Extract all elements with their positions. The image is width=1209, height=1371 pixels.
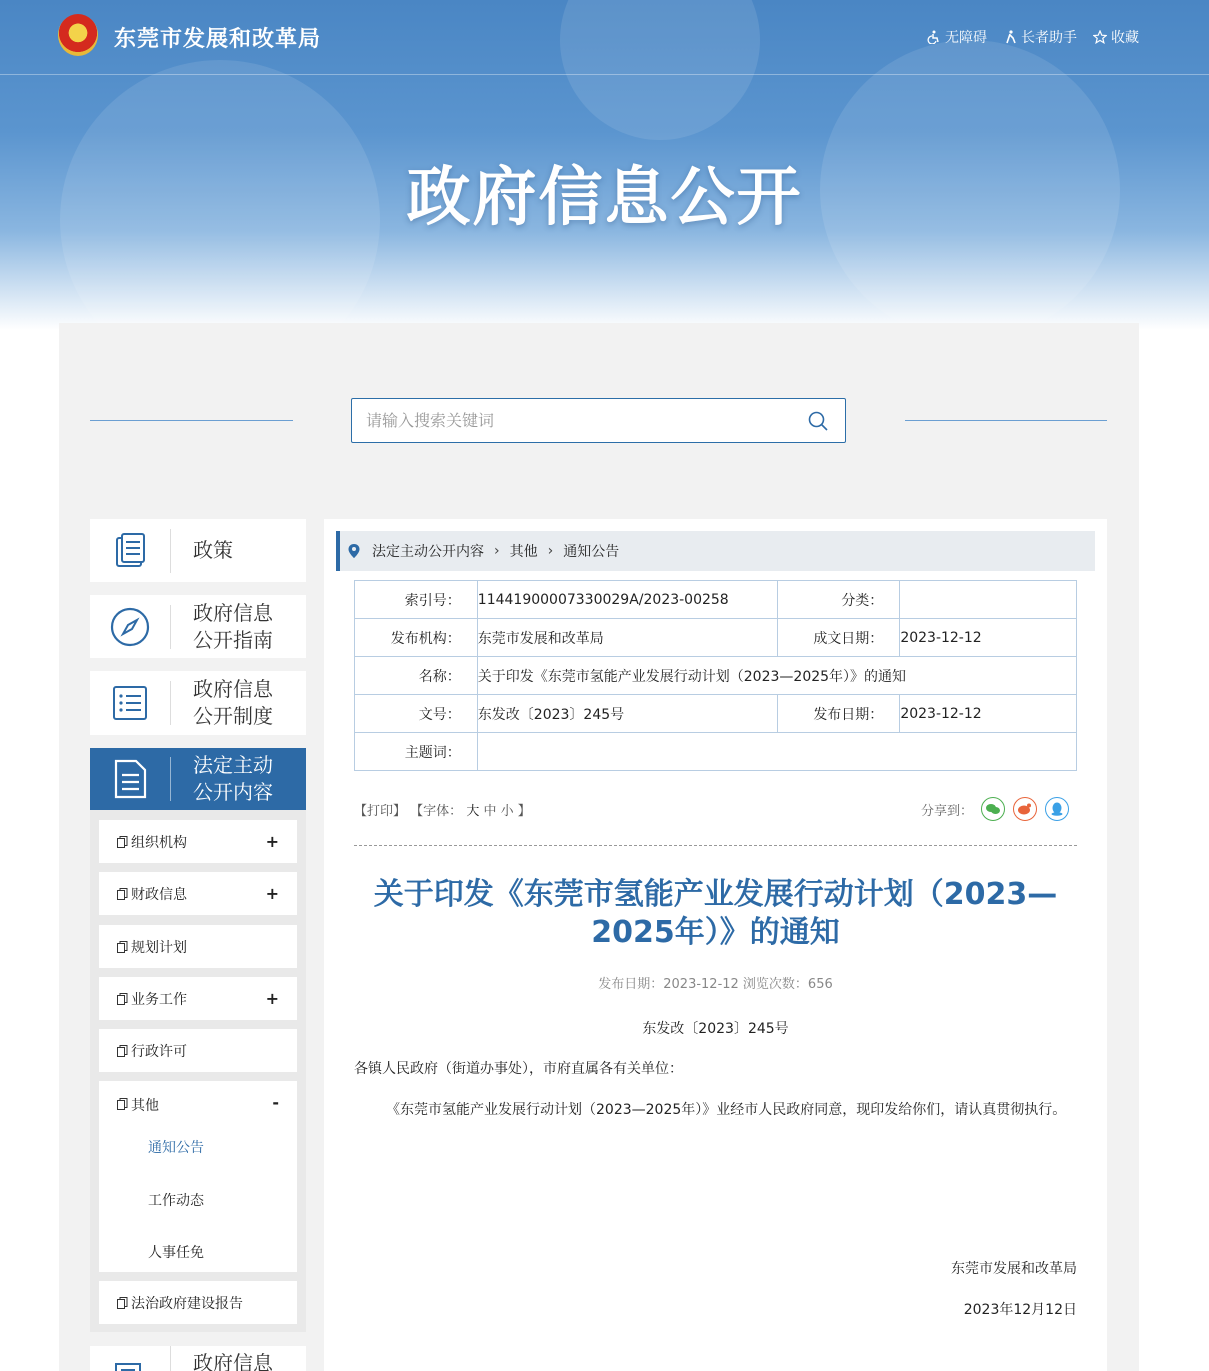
- publish-date-label: 发布日期：: [777, 695, 900, 733]
- nav-card-label: 政策: [193, 538, 233, 562]
- submenu-item-planning[interactable]: [99, 925, 297, 968]
- nav-card-label: 政府信息: [193, 1351, 273, 1371]
- nav-card-label: 政府信息 公开制度: [193, 677, 273, 728]
- accessibility-label: 无障碍: [945, 30, 987, 46]
- docno-label: 文号：: [355, 695, 478, 733]
- share-label: 分享到：: [920, 803, 973, 819]
- compass-icon: [110, 607, 150, 647]
- submenu-label: 行政许可: [131, 1043, 187, 1060]
- nav-card-label: 政府信息 公开指南: [193, 600, 273, 652]
- nav-card-system[interactable]: [90, 671, 306, 735]
- file-icon: [117, 1098, 128, 1110]
- submenu-label: 规划计划: [131, 939, 187, 956]
- table-row: [355, 695, 1077, 733]
- search-input[interactable]: [352, 399, 792, 442]
- submenu-child-notice[interactable]: 通知公告: [148, 1140, 204, 1156]
- font-medium-button[interactable]: 中: [483, 804, 497, 819]
- created-date-label: 成文日期：: [777, 619, 900, 657]
- nav-card-guide[interactable]: [90, 595, 306, 658]
- nav-card-policy[interactable]: [90, 519, 306, 582]
- weibo-share-icon[interactable]: [1013, 797, 1037, 821]
- divider: [354, 845, 1077, 846]
- wechat-share-icon[interactable]: [981, 797, 1005, 821]
- table-row: [355, 733, 1077, 771]
- nav-card-more[interactable]: [90, 1346, 306, 1371]
- submenu-item-license[interactable]: [99, 1029, 297, 1072]
- wheelchair-icon: [927, 30, 941, 44]
- accessibility-link[interactable]: [927, 27, 987, 47]
- name-value: 关于印发《东莞市氢能产业发展行动计划（2023—2025年）》的通知: [477, 657, 1076, 695]
- file-icon: [117, 1045, 128, 1057]
- submenu-label: 组织机构: [131, 834, 187, 851]
- submenu-child-personnel[interactable]: 人事任免: [148, 1245, 204, 1261]
- article-toolbar: [354, 800, 531, 819]
- star-icon: [1093, 30, 1107, 44]
- table-row: [355, 619, 1077, 657]
- index-value: 11441900007330029A/2023-00258: [477, 581, 777, 619]
- elder-assistant-label: 长者助手: [1021, 30, 1077, 46]
- font-large-button[interactable]: 大: [466, 804, 480, 819]
- article-docno: 东发改〔2023〕245号: [642, 1021, 789, 1037]
- search-divider-left: [90, 420, 293, 421]
- name-label: 名称：: [355, 657, 478, 695]
- search-icon[interactable]: [807, 410, 829, 432]
- category-label: 分类：: [777, 581, 900, 619]
- expand-icon[interactable]: +: [265, 989, 279, 1008]
- chevron-right-icon: ›: [547, 543, 554, 559]
- print-button[interactable]: 【打印】: [354, 804, 407, 819]
- article-date: 2023年12月12日: [963, 1302, 1077, 1318]
- article-salutation: 各镇人民政府（街道办事处），市府直属各有关单位：: [354, 1061, 683, 1077]
- nav-card-label: 法定主动 公开内容: [193, 753, 273, 804]
- font-size-prefix: 【字体：: [410, 804, 463, 819]
- header-banner: [0, 0, 1209, 330]
- file-icon: [117, 941, 128, 953]
- font-small-button[interactable]: 小: [500, 804, 514, 819]
- breadcrumb-item[interactable]: 法定主动公开内容: [372, 544, 484, 560]
- file-icon: [117, 1297, 128, 1309]
- nav-card-divider: [170, 529, 171, 573]
- expand-icon[interactable]: +: [265, 832, 279, 851]
- nav-card-statutory[interactable]: [90, 748, 306, 810]
- submenu-item-business[interactable]: [99, 977, 297, 1020]
- submenu-label: 其他: [131, 1098, 159, 1114]
- submenu-label: 业务工作: [131, 991, 187, 1008]
- qq-share-icon[interactable]: [1045, 797, 1069, 821]
- location-pin-icon: [348, 544, 360, 558]
- nav-card-divider: [170, 757, 171, 801]
- table-row: [355, 657, 1077, 695]
- file-icon: [117, 836, 128, 848]
- submenu-label: 财政信息: [131, 886, 187, 903]
- breadcrumb-item[interactable]: 通知公告: [563, 544, 620, 560]
- national-emblem-icon: [58, 14, 98, 56]
- article-signature: 东莞市发展和改革局: [951, 1261, 1077, 1277]
- document-icon: [112, 759, 148, 799]
- search-box: [351, 398, 846, 443]
- file-icon: [117, 888, 128, 900]
- submenu-item-law-report[interactable]: [99, 1281, 297, 1324]
- nav-card-divider: [170, 605, 171, 649]
- submenu-item-organization[interactable]: [99, 820, 297, 863]
- banner-title: 政府信息公开: [406, 161, 803, 235]
- nav-card-divider: [170, 681, 171, 725]
- document-meta-table: [354, 580, 1077, 771]
- publish-date-value: 2023-12-12: [900, 695, 1077, 733]
- search-divider-right: [905, 420, 1107, 421]
- font-size-suffix: 】: [517, 804, 531, 819]
- publisher-label: 发布机构：: [355, 619, 478, 657]
- publisher-value: 东莞市发展和改革局: [477, 619, 777, 657]
- nav-card-divider: [170, 1346, 171, 1371]
- created-date-value: 2023-12-12: [900, 619, 1077, 657]
- breadcrumb: [336, 531, 1095, 571]
- keyword-value: [477, 733, 1076, 771]
- submenu-item-finance[interactable]: [99, 872, 297, 915]
- article-title: 关于印发《东莞市氢能产业发展行动计划（2023—2025年）》的通知: [373, 877, 1058, 950]
- docno-value: 东发改〔2023〕245号: [477, 695, 777, 733]
- expand-icon[interactable]: +: [265, 884, 279, 903]
- header-tools: [927, 27, 1139, 47]
- category-value: [900, 581, 1077, 619]
- favorite-label: 收藏: [1111, 30, 1139, 46]
- table-row: [355, 581, 1077, 619]
- chevron-right-icon: ›: [494, 543, 500, 559]
- keyword-label: 主题词：: [355, 733, 478, 771]
- breadcrumb-item[interactable]: 其他: [509, 544, 538, 560]
- share-bar: [921, 797, 1069, 821]
- submenu-label: 法治政府建设报告: [131, 1295, 243, 1312]
- favorite-link[interactable]: [1093, 27, 1139, 47]
- news-icon: [110, 1356, 150, 1371]
- collapse-icon[interactable]: -: [272, 1093, 279, 1112]
- site-title[interactable]: 东莞市发展和改革局: [114, 27, 322, 52]
- submenu-child-work-news[interactable]: 工作动态: [148, 1193, 204, 1209]
- elder-assistant-link[interactable]: [1003, 27, 1077, 47]
- top-bar: [0, 0, 1209, 75]
- book-icon: [111, 532, 149, 570]
- article-body: 《东莞市氢能产业发展行动计划（2023—2025年）》业经市人民政府同意，现印发给你们，请认真贯彻执行。: [386, 1102, 1067, 1118]
- index-label: 索引号：: [355, 581, 478, 619]
- article-info: 发布日期：2023-12-12 浏览次数：656: [598, 977, 833, 992]
- list-document-icon: [110, 683, 150, 723]
- elder-icon: [1003, 30, 1017, 44]
- file-icon: [117, 993, 128, 1005]
